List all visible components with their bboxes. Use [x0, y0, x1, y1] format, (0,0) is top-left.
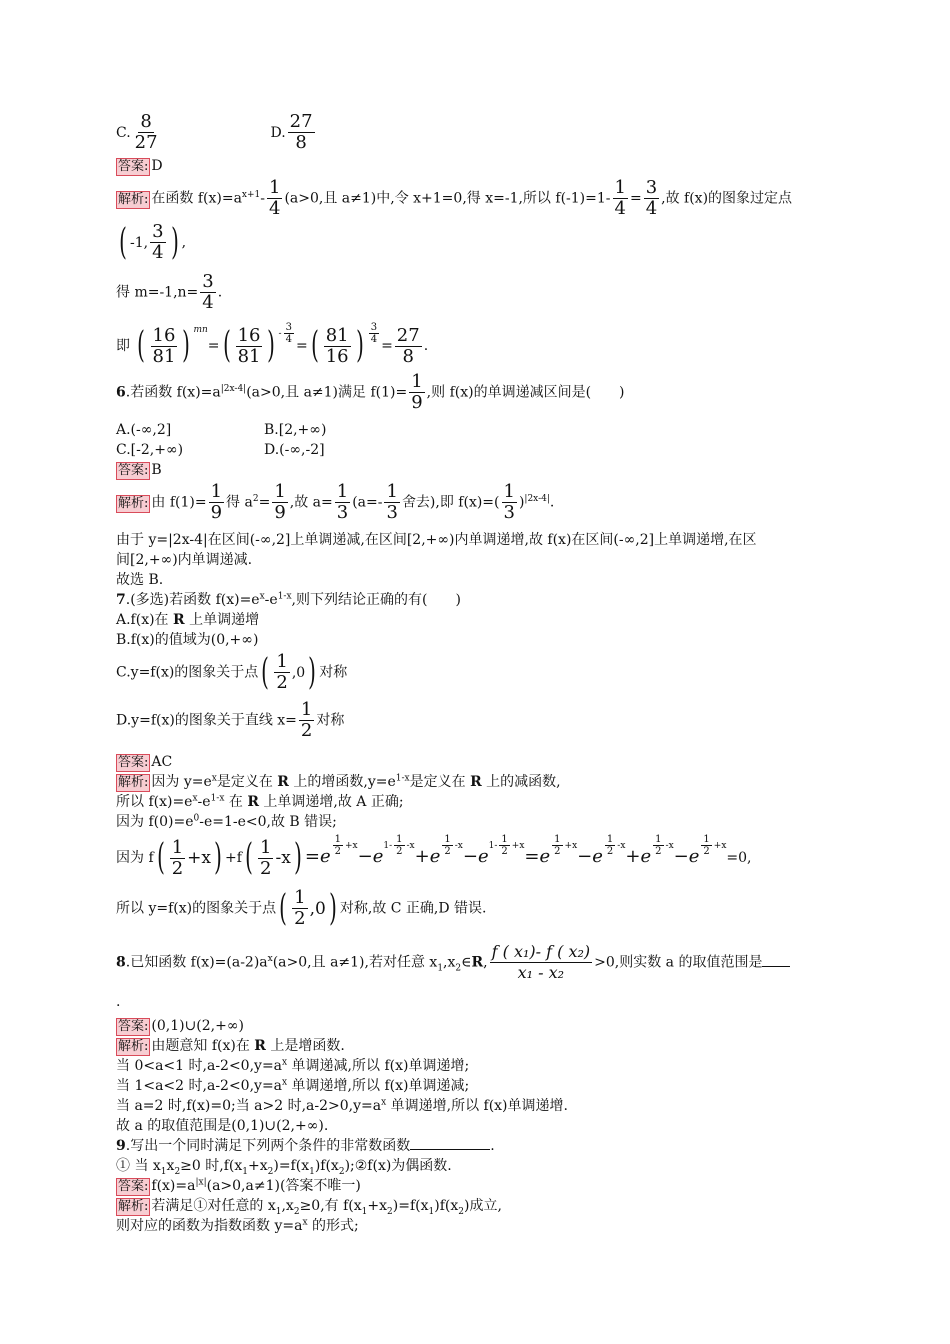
q7-answer: 答案: AC — [118, 754, 173, 770]
answer-tag: 答案: — [118, 755, 149, 770]
q6-analysis-line2: 由于 y=|2x-4|在区间(-∞,2]上单调递减,在区间[2,+∞)内单调递增,故 f(x)在区间(-∞,2]上单调递增,在区 — [116, 532, 757, 548]
q6-options-cd — [116, 440, 836, 460]
analysis-tag: 解析: — [118, 495, 149, 511]
q9-answer: 答案: $f(x)=a^{|x|}(a>0,a\ne 1)$(答案不唯一) — [118, 1177, 361, 1194]
q5-result-line: 即 ( $\frac{16}{81}$ ) $^{mn}$= ( $\frac{16}{81}$ ) $^{- \frac{3}{4}}$ = ( $\frac{81}{16}$ ) $^{\frac{3}{4}}$ = $\frac{27}{8}$ . — [116, 322, 429, 367]
q9-analysis-line2: 则对应的函数为指数函数 $y=a^x$ 的形式; — [116, 1217, 359, 1234]
q8-answer-blank[interactable] — [762, 954, 790, 967]
q7-analysis-line4: 因为 f ( $\frac{1}{2}$ +x ) +f ( $\frac{1}{2}$ -x ) =e $^{\frac{1}{2} +x}-e^{1- \frac{1}{2} -x}+e$ $^{\frac{1}{2} -x}-e^{1- \frac{1}{2} +x}=e$ $^{\frac{1}{2} +x}$−e $^{\frac{1}{2} -x}$+e $^{\frac{1}{2} -x}$−e $^{\frac{1}{2} +x}$=0, — [116, 834, 752, 879]
answer-tag: 答案: — [118, 159, 149, 174]
q6-analysis-line4: 故选 B. — [116, 572, 164, 588]
q7-option-b: B.f(x)的值域为(0,+∞) — [116, 632, 259, 648]
q7-option-d: D.y=f(x)的图象关于直线 x= $\frac{1}{2}$ 对称 — [116, 699, 345, 741]
q5-mn-line: 得 m=-1,n= $\frac{3}{4}$ . — [116, 271, 223, 313]
worksheet-page — [116, 112, 836, 1236]
answer-tag: 答案: — [118, 463, 149, 478]
q7-analysis-line3: 因为 $f(0)=e^0-e=1-e<0$,故 B 错误; — [116, 813, 337, 830]
analysis-tag: 解析: — [118, 1199, 149, 1214]
q8-analysis-line2: 当 0<a<1 时$,a-2<0,y=a^x$ 单调递减,所以 f(x)单调递增; — [116, 1057, 470, 1074]
q6-option-a: A.(-∞,2] — [116, 422, 172, 438]
q8-stem-end: . — [116, 994, 121, 1010]
q9-answer-blank[interactable] — [410, 1137, 490, 1150]
q5-fixed-point: ( -1, $\frac{3}{4}$ ) , — [119, 221, 187, 263]
q6-option-c: C.[-2,+∞) — [116, 442, 184, 458]
q9-analysis-line1: 解析: 若满足①对任意的 $x_1,x_2\ge 0$,有 $f(x_1+x_2)=f(x_1)f(x_2)$成立, — [118, 1198, 502, 1217]
q6-options-ab — [116, 420, 836, 440]
q6-answer: 答案: B — [118, 462, 162, 478]
q5-option-c: C. $\frac{8}{27}$ — [116, 111, 158, 153]
q8-stem: 8.已知函数 $f(x)=(a-2)a^x(a>0$,且 a≠1),若对任意 $x_1,x_2\in R$, $\frac{\text{f ( x₁)- f ( x₂)}}{\text{x₁ - x₂}}$ >0,则实数 a 的取值范围是 — [116, 942, 836, 992]
q7-analysis-line2: 所以 $f(x)=e^x-e^{1-x}$ 在 R 上单调递增,故 A 正确; — [116, 793, 404, 810]
q8-answer: 答案: (0,1)∪(2,+∞) — [118, 1018, 244, 1034]
q5-option-d: D. $\frac{27}{8}$ — [270, 111, 313, 153]
q5-options-cd — [116, 112, 836, 156]
q7-analysis-line1: 解析: 因为 $y=e^x$是定义在 R 上的增函数$,y=e^{1-x}$是定义在 R 上的减函数, — [118, 773, 561, 790]
q5-analysis-line1: 解析: 在函数 $f(x)=a^{x+1}-$ $\frac{1}{4}$ (a>0,且 a≠1)中,令 x+1=0,得 x=-1,所以 f(-1)=1- $\frac{1}{4}$ = $\frac{3}{4}$ ,故 f(x)的图象过定点 — [118, 177, 793, 219]
q6-option-d: D.(-∞,-2] — [264, 442, 325, 458]
q7-option-c: C.y=f(x)的图象关于点 ( $\frac{1}{2}$ ,0 ) 对称 — [116, 651, 348, 693]
q9-conditions: ① 当 $x_1x_2\ge 0$ 时$,f(x_1+x_2)=f(x_1)f(x_2);②f(x)$为偶函数. — [116, 1158, 452, 1177]
q6-option-b: B.[2,+∞) — [264, 422, 327, 438]
q7-stem: 7.(多选)若函数 $f(x)=e^x-e^{1-x}$,则下列结论正确的有( ) — [116, 591, 461, 608]
q8-analysis-line4: 当 a=2 时,f(x)=0;当 a>2 时$,a-2>0,y=a^x$ 单调递增,所以 f(x)单调递增. — [116, 1097, 568, 1114]
q8-analysis-line3: 当 1<a<2 时$,a-2<0,y=a^x$ 单调递增,所以 f(x)单调递减; — [116, 1077, 470, 1094]
analysis-tag: 解析: — [118, 191, 149, 207]
q5-answer: 答案: D — [118, 158, 163, 174]
q7-analysis-line5: 所以 y=f(x)的图象关于点 ( $\frac{1}{2}$ ,0 ) 对称,故 C 正确,D 错误. — [116, 887, 487, 929]
q6-analysis-line3: 间[2,+∞)内单调递减. — [116, 552, 253, 568]
analysis-tag: 解析: — [118, 1039, 149, 1054]
analysis-tag: 解析: — [118, 775, 149, 790]
q8-analysis-line1: 解析: 由题意知 f(x)在 R 上是增函数. — [118, 1038, 345, 1054]
q6-stem: 6.若函数 $f(x)=a^{|2x-4|}(a>0$,且 a≠1)满足 f(1)= $\frac{1}{9}$ ,则 f(x)的单调递减区间是( ) — [116, 371, 625, 413]
q7-option-a: A.f(x)在 R 上单调递增 — [116, 612, 260, 628]
q8-analysis-line5: 故 a 的取值范围是(0,1)∪(2,+∞). — [116, 1118, 329, 1134]
answer-tag: 答案: — [118, 1179, 149, 1194]
answer-tag: 答案: — [118, 1019, 149, 1034]
q9-stem: 9.写出一个同时满足下列两个条件的非常数函数 . — [116, 1138, 495, 1154]
q6-analysis-line1: 解析: 由 f(1)= $\frac{1}{9}$ 得 $a^2=$ $\frac{1}{9}$ ,故 a= $\frac{1}{3}$ (a=- $\frac{1}{3}$ 舍去),即 f(x)=( $\frac{1}{3}$ )$^{|2x-4|}$. — [118, 481, 555, 523]
